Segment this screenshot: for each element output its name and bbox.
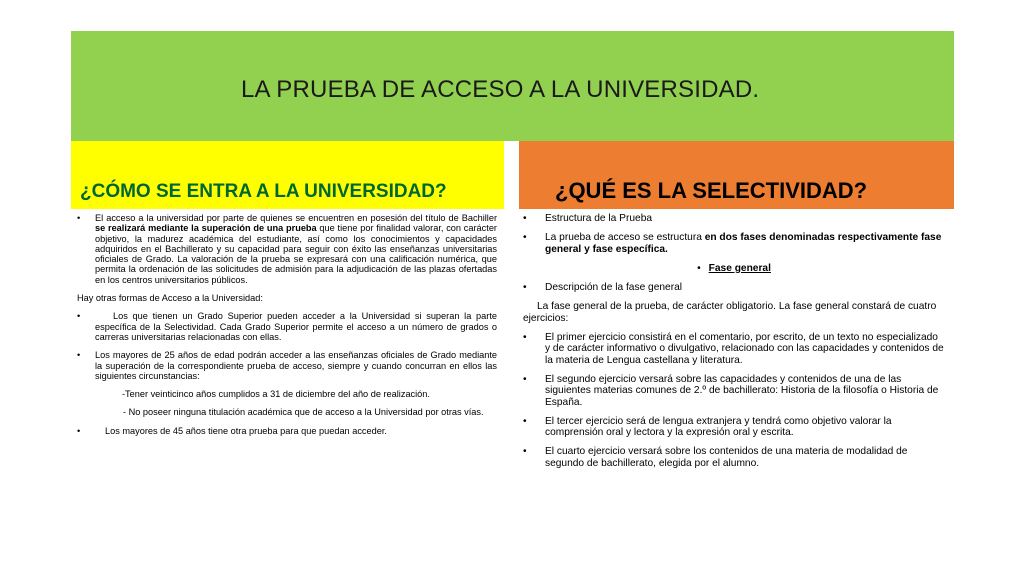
right-header: ¿QUÉ ES LA SELECTIVIDAD? xyxy=(555,178,868,203)
right-item-estructura: • Estructura de la Prueba xyxy=(523,213,945,224)
text-span: que tiene por finalidad valorar, con carácter objetivo, la madurez académica del estudiante, así como los conocimientos y capacidades adquiridos en el Bachillerato y su capacidad para seguir con éxito las enseñanzas universitarias oficiales de Grado. La valoración de la prueba se expresará con una calificación numérica, que permita la ordenación de las solicitudes de admisión para la adjudicación de las plazas ofertadas en los centros universitarios públicos. xyxy=(95,223,497,285)
left-paragraph-mayores-25: • Los mayores de 25 años de edad podrán acceder a las enseñanzas oficiales de Grado mediante la superación de la correspondiente prueba de acceso, siempre y cuando concurran en ellos las siguientes circunstancias: xyxy=(77,350,497,381)
page-title: LA PRUEBA DE ACCESO A LA UNIVERSIDAD. xyxy=(241,76,760,103)
text-span: Los que tienen un Grado Superior pueden acceder a la Universidad si superan la parte específica de la Selectividad. Cada Grado Superior permite el acceso a un número de grados o carreras universitarias relacionadas con ellas. xyxy=(95,311,497,342)
right-item-fases xyxy=(523,232,945,255)
left-paragraph-other-forms: Hay otras formas de Acceso a la Universidad: xyxy=(77,293,263,304)
left-header-band xyxy=(71,141,504,209)
right-item-ejercicio-3: • El tercer ejercicio será de lengua extranjera y tendrá como objetivo valorar la comprensión oral y lectora y la expresión oral y escrita. xyxy=(523,416,945,439)
right-column xyxy=(523,213,945,469)
right-paragraph-fase-general: La fase general de la prueba, de carácter obligatorio. La fase general constará de cuatro ejercicios: xyxy=(523,301,937,324)
right-header-band xyxy=(519,141,954,209)
left-paragraph-requirement-2 xyxy=(77,407,497,417)
left-paragraph-grado-superior xyxy=(77,311,497,342)
text-span: Los mayores de 45 años tiene otra prueba para que puedan acceder. xyxy=(105,425,387,436)
text-span: La prueba de acceso se estructura xyxy=(545,232,705,244)
bold-span: se realizará mediante la superación de una prueba xyxy=(95,223,317,234)
right-item-ejercicio-1: • El primer ejercicio consistirá en el comentario, por escrito, de un texto no especializado y de carácter informativo o divulgativo, relacionado con las capacidades y contenidos de la materia de Lengua castellana y literatura. xyxy=(523,332,945,366)
left-column xyxy=(77,213,497,436)
right-item-ejercicio-4: • El cuarto ejercicio versará sobre los contenidos de una materia de modalidad de segundo de bachillerato, elegida por el alumno. xyxy=(523,446,945,469)
right-item-descripcion: • Descripción de la fase general xyxy=(523,282,945,293)
left-paragraph-requirement-1: -Tener veinticinco años cumplidos a 31 de diciembre del año de realización. xyxy=(122,389,430,400)
underlined-heading: Fase general xyxy=(708,262,771,274)
left-paragraph-mayores-45 xyxy=(77,426,497,436)
bold-span: en dos fases denominadas respectivamente fase general y fase específica. xyxy=(545,232,942,255)
right-item-ejercicio-2: • El segundo ejercicio versará sobre las capacidades y contenidos de una de las siguientes materias comunes de 2.º de bachillerato: Historia de la filosofía o Historia de España. xyxy=(523,374,945,408)
right-item-fase-general: • Fase general xyxy=(697,262,771,274)
text-span: El acceso a la universidad por parte de quienes se encuentren en posesión del título de Bachiller xyxy=(95,213,497,223)
title-band xyxy=(71,31,954,141)
left-paragraph-access xyxy=(77,213,497,285)
left-header: ¿CÓMO SE ENTRA A LA UNIVERSIDAD? xyxy=(80,181,447,202)
text-span: - No poseer ninguna titulación académica que de acceso a la Universidad por otras vías. xyxy=(123,407,484,418)
